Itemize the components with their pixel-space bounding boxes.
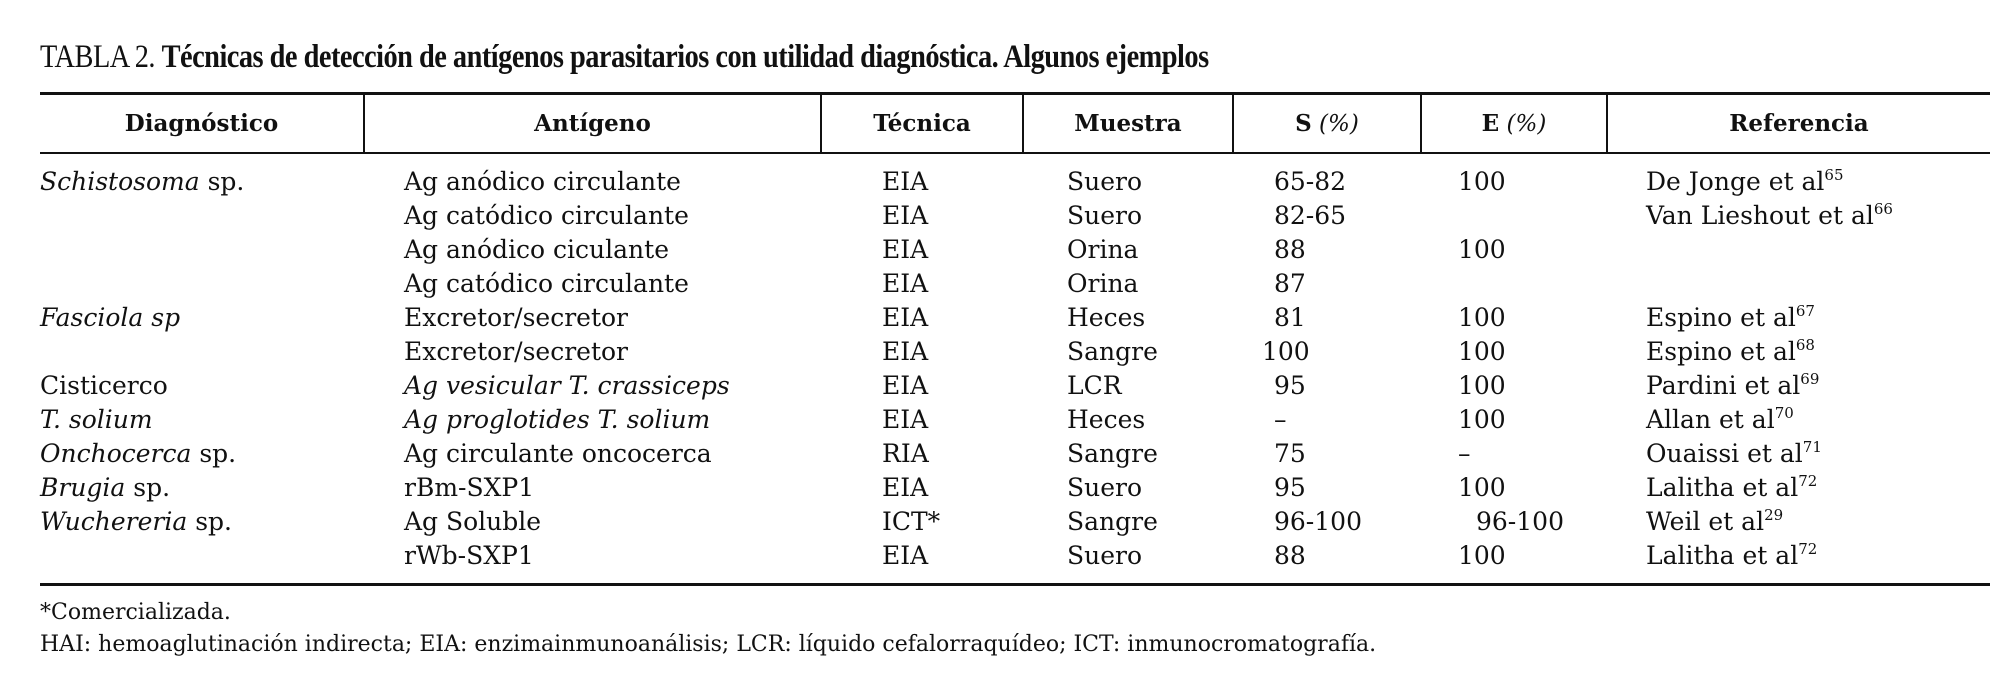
cell-antigeno: Ag anódico ciculante: [404, 235, 670, 264]
reference-authors: Weil et al: [1646, 507, 1765, 536]
cell-referencia: [1646, 199, 1893, 233]
reference-authors: Van Lieshout et al: [1646, 201, 1874, 230]
cell-sensibilidad: 88: [1274, 541, 1306, 570]
reference-number: 68: [1795, 336, 1815, 354]
column-divider: [1232, 95, 1234, 152]
cell-referencia: [1646, 335, 1815, 369]
cell-antigeno: Ag vesicular T. crassiceps: [404, 371, 730, 400]
reference-number: 70: [1774, 404, 1794, 422]
cell-tecnica: RIA: [882, 439, 929, 468]
reference-authors: Pardini et al: [1646, 371, 1801, 400]
cell-muestra: Orina: [1067, 235, 1139, 264]
footnote-comercializada: *Comercializada.: [40, 600, 231, 625]
diagnostico-genus: T. solium: [40, 405, 153, 434]
column-divider: [1606, 95, 1608, 152]
table-row: [40, 165, 1990, 199]
diagnostico-genus: Onchocerca: [40, 439, 192, 468]
cell-sensibilidad: 88: [1274, 235, 1306, 264]
cell-sensibilidad: 95: [1274, 473, 1306, 502]
reference-number: 66: [1873, 200, 1893, 218]
reference-authors: Ouaissi et al: [1646, 439, 1803, 468]
cell-sensibilidad: 81: [1274, 303, 1306, 332]
cell-tecnica: ICT*: [882, 507, 941, 536]
cell-referencia: [1646, 403, 1794, 437]
cell-sensibilidad: 95: [1274, 371, 1306, 400]
diagnostico-suffix: sp.: [187, 507, 233, 536]
cell-antigeno: Ag Soluble: [404, 507, 542, 536]
cell-muestra: Heces: [1067, 303, 1146, 332]
header-diagnostico: Diagnóstico: [124, 110, 279, 137]
header-tecnica: Técnica: [873, 110, 971, 137]
table-row: [40, 539, 1990, 573]
table-row: [40, 335, 1990, 369]
reference-number: 69: [1800, 370, 1820, 388]
cell-especificidad: 100: [1458, 371, 1506, 400]
cell-antigeno: Excretor/secretor: [404, 303, 628, 332]
table-row: [40, 505, 1990, 539]
reference-authors: Lalitha et al: [1646, 541, 1799, 570]
cell-tecnica: EIA: [882, 269, 929, 298]
table-row: [40, 301, 1990, 335]
cell-referencia: [1646, 301, 1815, 335]
table-row: [40, 471, 1990, 505]
cell-antigeno: Ag catódico circulante: [404, 201, 689, 230]
cell-muestra: Sangre: [1067, 439, 1158, 468]
cell-diagnostico: [40, 403, 153, 437]
cell-antigeno: Excretor/secretor: [404, 337, 628, 366]
cell-sensibilidad: –: [1274, 405, 1287, 434]
cell-referencia: [1646, 369, 1819, 403]
cell-muestra: Suero: [1067, 167, 1143, 196]
column-divider: [363, 95, 365, 152]
cell-referencia: [1646, 505, 1783, 539]
cell-diagnostico: [40, 165, 244, 199]
cell-antigeno: Ag proglotides T. solium: [404, 405, 711, 434]
cell-tecnica: EIA: [882, 235, 929, 264]
cell-tecnica: EIA: [882, 473, 929, 502]
cell-especificidad: 100: [1458, 235, 1506, 264]
header-muestra: Muestra: [1074, 110, 1182, 137]
cell-referencia: [1646, 539, 1817, 573]
header-antigeno: Antígeno: [534, 110, 651, 137]
cell-diagnostico: [40, 471, 170, 505]
column-divider: [1022, 95, 1024, 152]
cell-tecnica: EIA: [882, 303, 929, 332]
cell-antigeno: Ag catódico circulante: [404, 269, 689, 298]
cell-especificidad: 100: [1458, 473, 1506, 502]
cell-especificidad: 100: [1458, 167, 1506, 196]
cell-muestra: LCR: [1067, 371, 1122, 400]
table-caption: [40, 34, 1209, 80]
column-divider: [820, 95, 822, 152]
table-row: [40, 403, 1990, 437]
diagnostico-suffix: sp.: [191, 439, 237, 468]
cell-antigeno: Ag circulante oncocerca: [404, 439, 712, 468]
header-s-letter: S: [1295, 110, 1312, 137]
header-rule: [40, 152, 1990, 154]
bottom-rule: [40, 583, 1990, 586]
table-number: TABLA 2.: [40, 39, 156, 75]
table-row: [40, 233, 1990, 267]
cell-muestra: Suero: [1067, 201, 1143, 230]
header-s-unit: (%): [1311, 111, 1359, 137]
cell-especificidad: 96-100: [1476, 507, 1564, 536]
reference-number: 29: [1764, 506, 1784, 524]
cell-muestra: Orina: [1067, 269, 1139, 298]
cell-antigeno: rWb-SXP1: [404, 541, 534, 570]
cell-especificidad: 100: [1458, 405, 1506, 434]
reference-number: 65: [1824, 166, 1844, 184]
cell-sensibilidad: 100: [1262, 337, 1310, 366]
cell-antigeno: rBm-SXP1: [404, 473, 535, 502]
cell-sensibilidad: 82-65: [1274, 201, 1347, 230]
table-row: [40, 369, 1990, 403]
cell-muestra: Suero: [1067, 541, 1143, 570]
diagnostico-suffix: sp.: [199, 167, 245, 196]
table-row: [40, 199, 1990, 233]
reference-authors: Espino et al: [1646, 303, 1796, 332]
reference-authors: Espino et al: [1646, 337, 1796, 366]
table-title: Técnicas de detección de antígenos parasitarios con utilidad diagnóstica. Algunos ejemplos: [161, 39, 1209, 75]
cell-especificidad: –: [1458, 439, 1471, 468]
column-divider: [1420, 95, 1422, 152]
cell-tecnica: EIA: [882, 167, 929, 196]
reference-authors: Allan et al: [1646, 405, 1775, 434]
cell-diagnostico: [40, 369, 168, 403]
reference-authors: Lalitha et al: [1646, 473, 1799, 502]
cell-referencia: [1646, 437, 1822, 471]
cell-muestra: Suero: [1067, 473, 1143, 502]
footnote-abbreviations: HAI: hemoaglutinación indirecta; EIA: enzimainmunoanálisis; LCR: líquido cefalorraquídeo; ICT: inmunocromatografía.: [40, 632, 1377, 657]
reference-number: 67: [1795, 302, 1815, 320]
cell-sensibilidad: 96-100: [1274, 507, 1362, 536]
diagnostico-genus: Schistosoma: [40, 167, 200, 196]
reference-number: 72: [1798, 472, 1818, 490]
cell-diagnostico: [40, 301, 180, 335]
cell-sensibilidad: 65-82: [1274, 167, 1347, 196]
cell-diagnostico: [40, 437, 236, 471]
cell-tecnica: EIA: [882, 337, 929, 366]
diagnostico-genus: Fasciola sp: [40, 303, 181, 332]
cell-especificidad: 100: [1458, 337, 1506, 366]
cell-muestra: Sangre: [1067, 507, 1158, 536]
cell-tecnica: EIA: [882, 541, 929, 570]
cell-referencia: [1646, 471, 1817, 505]
cell-sensibilidad: 87: [1274, 269, 1306, 298]
reference-number: 71: [1802, 438, 1822, 456]
table-figure: [40, 0, 1990, 681]
cell-especificidad: 100: [1458, 303, 1506, 332]
header-s: [1234, 95, 1420, 152]
cell-referencia: [1646, 165, 1844, 199]
reference-authors: De Jonge et al: [1646, 167, 1825, 196]
diagnostico-plain: Cisticerco: [40, 371, 168, 400]
header-e-letter: E: [1481, 110, 1500, 137]
cell-tecnica: EIA: [882, 405, 929, 434]
cell-especificidad: 100: [1458, 541, 1506, 570]
cell-muestra: Heces: [1067, 405, 1146, 434]
diagnostico-genus: Wuchereria: [40, 507, 188, 536]
table-row: [40, 437, 1990, 471]
cell-sensibilidad: 75: [1274, 439, 1306, 468]
header-e: [1422, 95, 1606, 152]
table-row: [40, 267, 1990, 301]
cell-tecnica: EIA: [882, 201, 929, 230]
reference-number: 72: [1798, 540, 1818, 558]
cell-antigeno: Ag anódico circulante: [404, 167, 681, 196]
cell-tecnica: EIA: [882, 371, 929, 400]
diagnostico-genus: Brugia: [40, 473, 126, 502]
cell-diagnostico: [40, 505, 232, 539]
diagnostico-suffix: sp.: [125, 473, 171, 502]
header-referencia: Referencia: [1729, 110, 1869, 137]
cell-muestra: Sangre: [1067, 337, 1158, 366]
header-e-unit: (%): [1499, 111, 1547, 137]
